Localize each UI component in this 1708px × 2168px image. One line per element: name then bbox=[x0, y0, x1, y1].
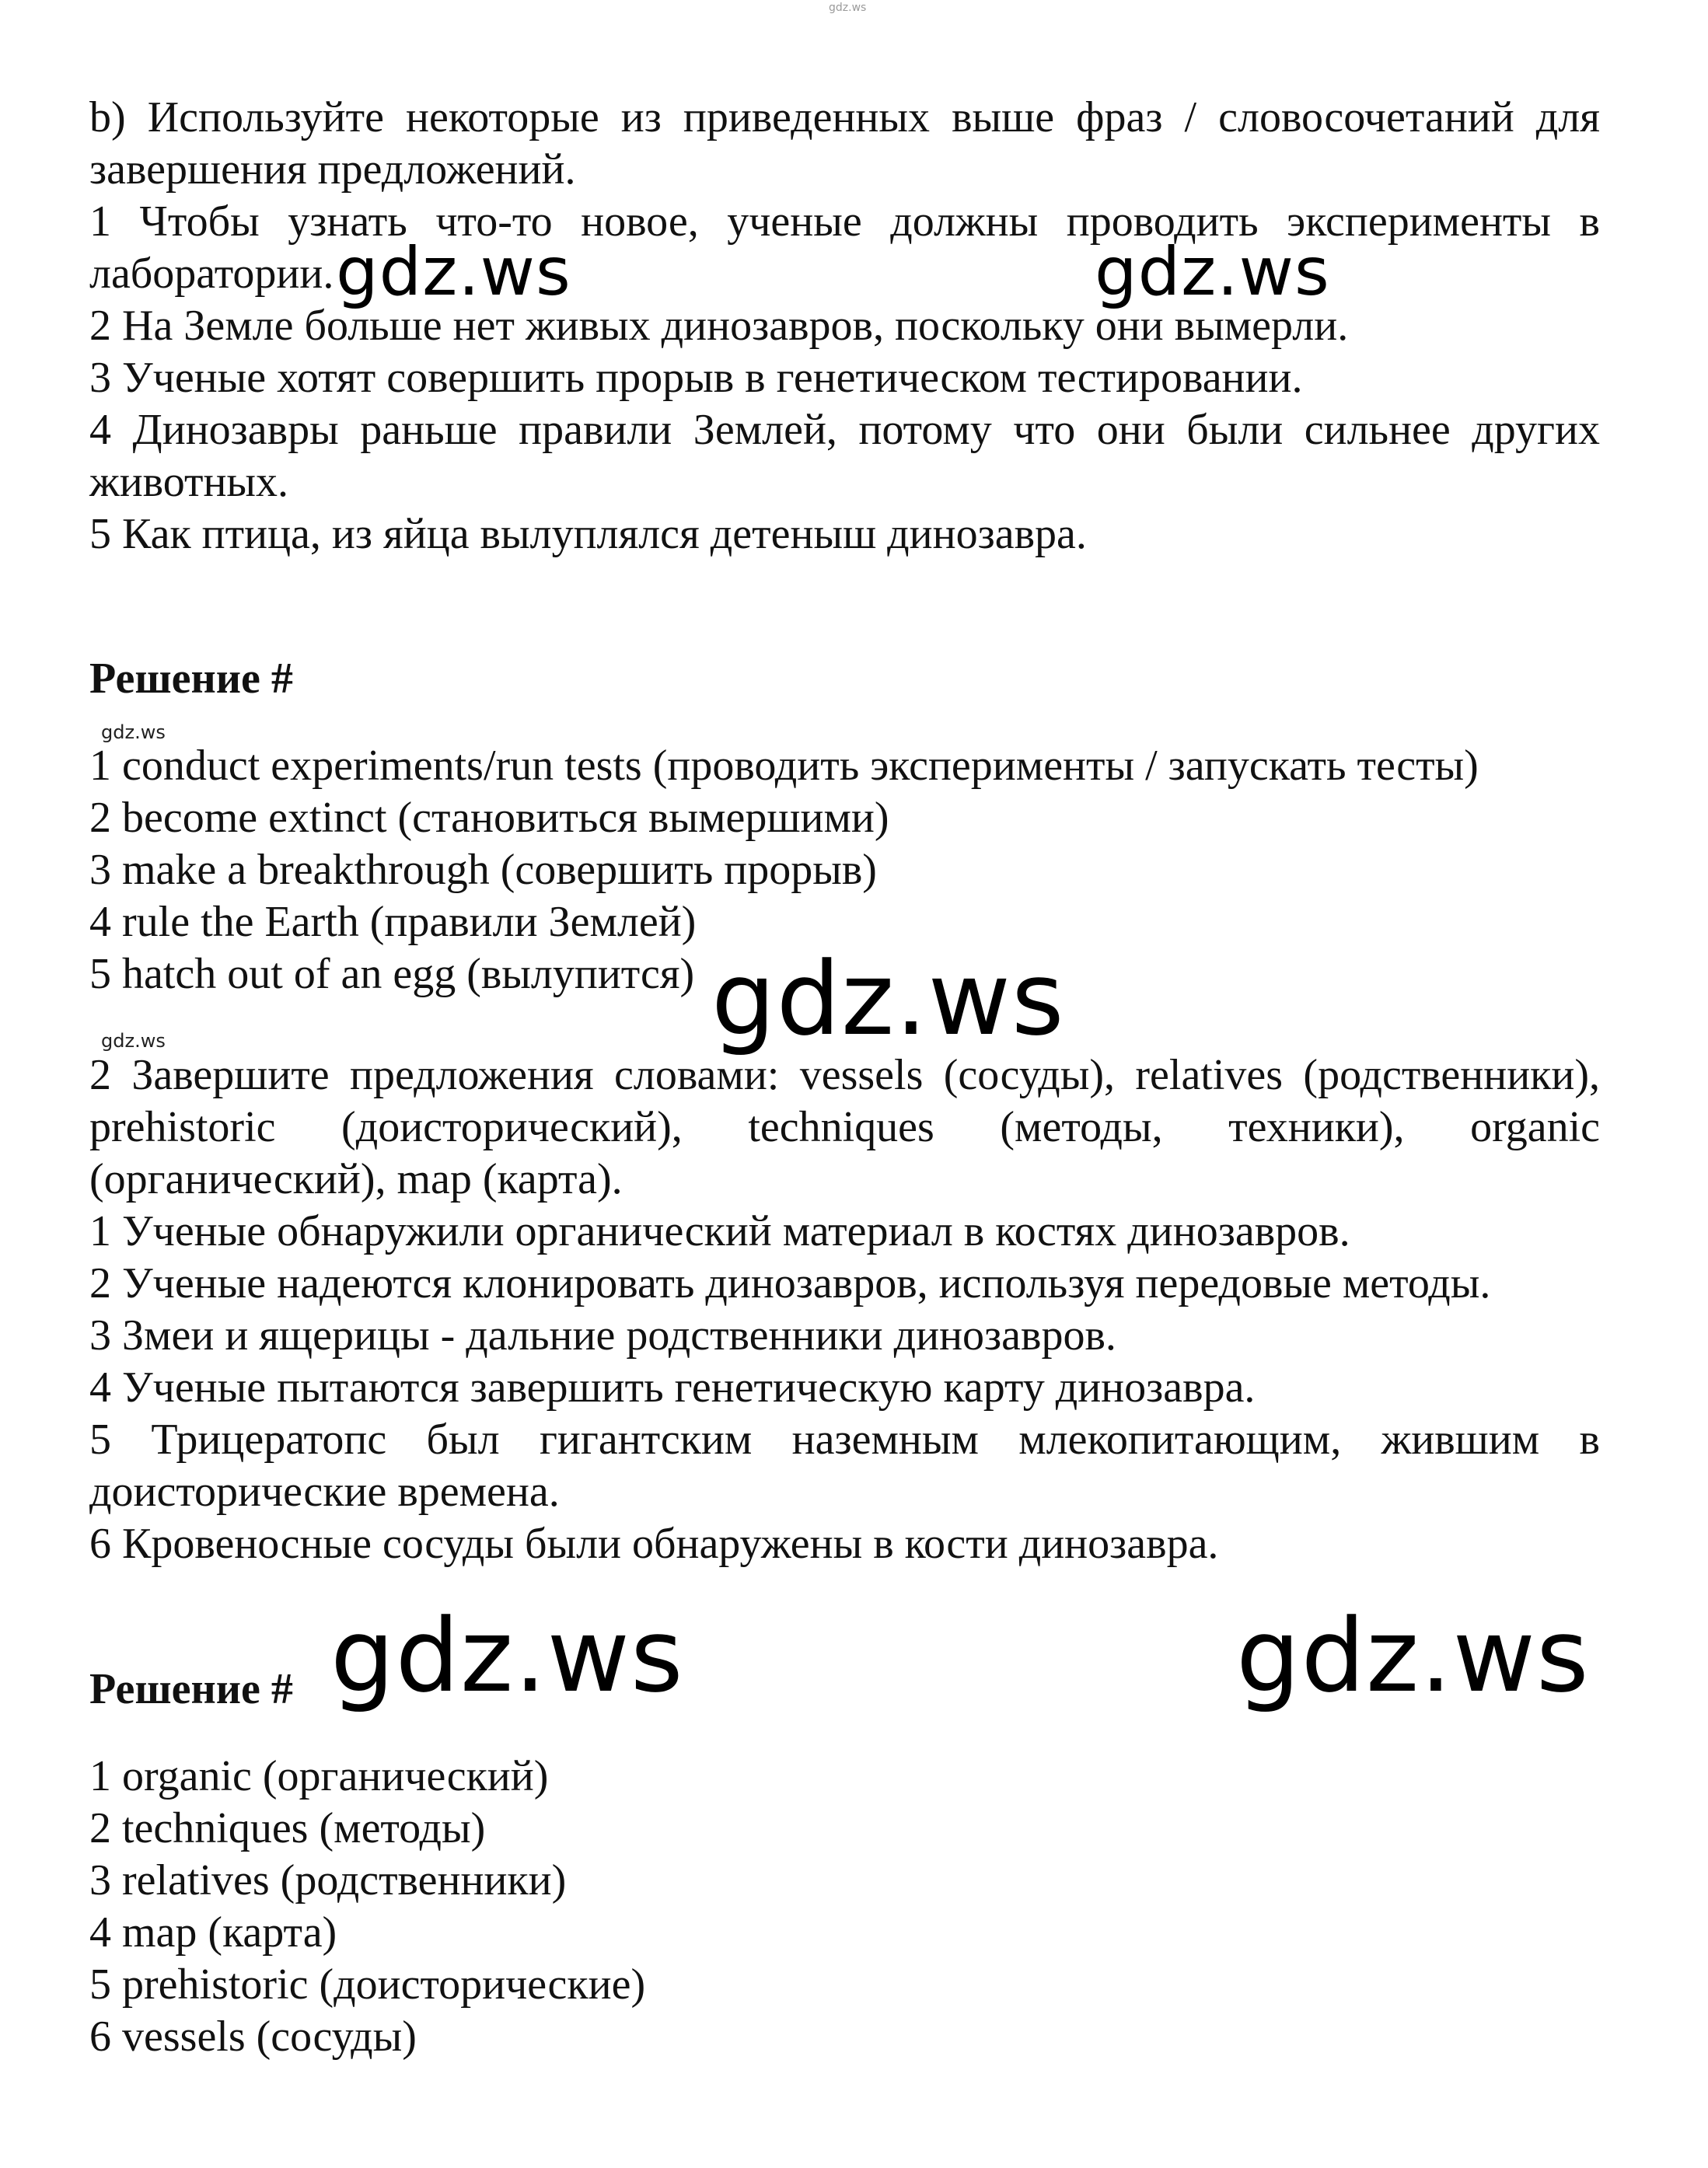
watermark-small: gdz.ws bbox=[101, 1030, 166, 1052]
solution-2-answer-6: 6 vessels (сосуды) bbox=[89, 2013, 417, 2061]
watermark-large: gdz.ws bbox=[1095, 233, 1330, 311]
task-2-item-1: 1 Ученые обнаружили органический материал в костях динозавров. bbox=[89, 1207, 1350, 1255]
watermark-large: gdz.ws bbox=[330, 1597, 684, 1715]
solution-2-answer-3: 3 relatives (родственники) bbox=[89, 1856, 567, 1904]
task-2-item-6: 6 Кровеносные сосуды были обнаружены в кости динозавра. bbox=[89, 1520, 1219, 1568]
solution-1-answer-3: 3 make a breakthrough (совершить прорыв) bbox=[89, 846, 877, 894]
task-b-item-3: 3 Ученые хотят совершить прорыв в генетическом тестировании. bbox=[89, 354, 1303, 402]
task-2-item-5: 5 Трицератопс был гигантским наземным млекопитающим, жившим в доисторические времена. bbox=[89, 1416, 1600, 1516]
watermark-top: gdz.ws bbox=[829, 2, 867, 14]
task-b-item-1: 1 Чтобы узнать что-то новое, ученые должны проводить эксперименты в лаборатории. bbox=[89, 197, 1600, 298]
solution-1-answer-2: 2 become extinct (становиться вымершими) bbox=[89, 794, 889, 842]
solution-1-answer-4: 4 rule the Earth (правили Землей) bbox=[89, 898, 697, 946]
watermark-large: gdz.ws bbox=[336, 233, 571, 311]
task-b-item-5: 5 Как птица, из яйца вылуплялся детеныш динозавра. bbox=[89, 510, 1087, 558]
task-2-intro: 2 Завершите предложения словами: vessels (сосуды), relatives (родственники), prehistoric (доисторический), techniques (методы, техники), organic (органический), map (карта). bbox=[89, 1051, 1600, 1203]
solution-2-answer-4: 4 map (карта) bbox=[89, 1908, 337, 1957]
watermark-small: gdz.ws bbox=[101, 721, 166, 743]
watermark-large: gdz.ws bbox=[1236, 1597, 1590, 1715]
task-b-intro: b) Используйте некоторые из приведенных выше фраз / словосочетаний для завершения предложений. bbox=[89, 93, 1600, 194]
task-b-item-4: 4 Динозавры раньше правили Землей, потому что они были сильнее других животных. bbox=[89, 406, 1600, 506]
solution-1-heading: Решение # bbox=[89, 655, 293, 703]
solution-1-answer-1: 1 conduct experiments/run tests (проводить эксперименты / запускать тесты) bbox=[89, 742, 1479, 790]
solution-2-heading: Решение # bbox=[89, 1665, 293, 1713]
task-2-item-4: 4 Ученые пытаются завершить генетическую карту динозавра. bbox=[89, 1363, 1256, 1412]
solution-2-answer-5: 5 prehistoric (доисторические) bbox=[89, 1960, 646, 2009]
solution-1-answer-5: 5 hatch out of an egg (вылупится) bbox=[89, 950, 695, 998]
task-2-item-2: 2 Ученые надеются клонировать динозавров, используя передовые методы. bbox=[89, 1259, 1491, 1307]
watermark-large: gdz.ws bbox=[711, 940, 1065, 1058]
solution-2-answer-2: 2 techniques (методы) bbox=[89, 1804, 486, 1852]
solution-2-answer-1: 1 organic (органический) bbox=[89, 1752, 549, 1800]
task-b-item-2: 2 На Земле больше нет живых динозавров, поскольку они вымерли. bbox=[89, 302, 1349, 350]
task-2-item-3: 3 Змеи и ящерицы - дальние родственники динозавров. bbox=[89, 1311, 1116, 1360]
